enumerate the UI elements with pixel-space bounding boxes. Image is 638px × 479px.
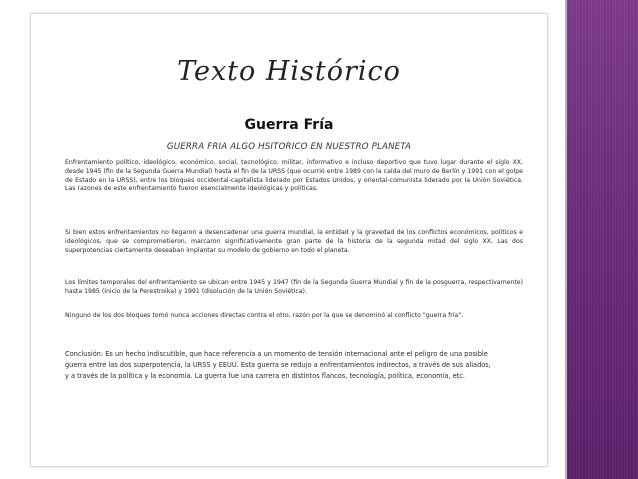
paragraph-no-direct-action: Ninguno de los dos bloques tomó nunca acciones directas contra el otro, razón por la que se denominó al conflicto "guerra fría".: [65, 312, 464, 319]
paragraph-conflicts: Si bien estos enfrentamientos no llegaron a desencadenar una guerra mundial, la entidad y la gravedad de los conflictos económicos, políticos e ideológicos, que se comprometieron, marcaron significativamente gran parte de la historia de la segunda mitad del siglo XX. Las dos superpotencias ciertamente deseaban implantar su modelo de gobierno en todo el planeta.: [65, 229, 523, 254]
document-subtitle: Guerra Fría: [244, 117, 334, 133]
paragraph-time-limits: Los límites temporales del enfrentamiento se ubican entre 1945 y 1947 (fin de la Segunda Guerra Mundial y fin de la posguerra, respectivamente) hasta 1985 (inicio de la Perestroika) y 1991 (disolución de la Unión Soviética).: [65, 279, 523, 295]
document-tagline: GUERRA FRIA ALGO HSITORICO EN NUESTRO PLANETA: [166, 142, 412, 152]
document-title: Texto Histórico: [177, 56, 401, 87]
paragraph-conclusion: Conclusión: Es un hecho indiscutible, que hace referencia a un momento de tensión internacional ante el peligro de una posible guerra entre las dos superpotencia, la URSS y EEUU. Esta guerra se redujo a enfrentamientos indirectos, a través de sus aliados, y a través de la política y la economía. La guerra fue una carrera en distintos flancos, tecnología, política, economía, etc.: [65, 350, 491, 380]
document-image: [30, 13, 548, 467]
decorative-side-band: [567, 0, 638, 479]
paragraph-definition: Enfrentamiento político, ideológico, económico, social, tecnológico, militar, informativo e incluso deportivo que tuvo lugar durante el siglo XX, desde 1945 (fin de la Segunda Guerra Mundial) hasta el fin de la URSS (que ocurrió entre 1989 con la caída del muro de Berlín y 1991 con el golpe de Estado en la URSS), entre los bloques occidental-capitalista liderado por Estados Unidos, y oriental-comunista liderado por la Unión Soviética. Las razones de este enfrentamiento fueron esencialmente ideológicas y políticas.: [65, 159, 523, 193]
